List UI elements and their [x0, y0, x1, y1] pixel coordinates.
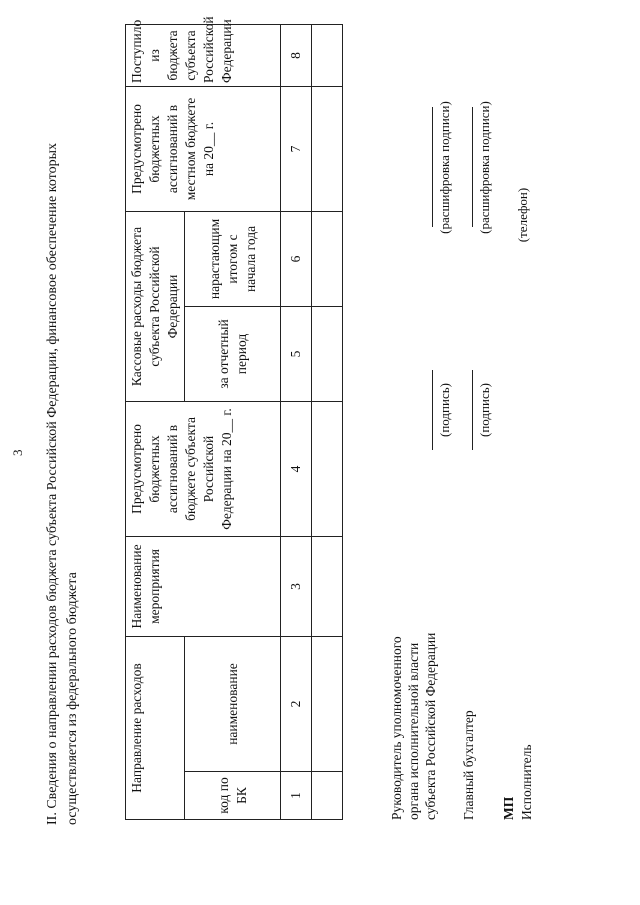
decryption-hint: (расшифровка подписи)	[477, 101, 492, 234]
empty-cell[interactable]	[312, 306, 343, 401]
header-name: наименование	[185, 636, 281, 771]
seal-mark: МП	[501, 796, 516, 820]
col-number: 3	[281, 536, 312, 636]
header-event: Наименование мероприятия	[126, 536, 281, 636]
empty-cell[interactable]	[312, 211, 343, 306]
col-number: 4	[281, 401, 312, 536]
head-label: Руководитель уполномоченного органа исполнительной власти субъекта Российской Федерации	[389, 632, 438, 820]
header-cumulative: нарастающим итогом с начала года	[185, 211, 281, 306]
accountant-signature-line[interactable]	[472, 370, 473, 450]
executor-label: Исполнитель	[519, 744, 534, 820]
header-direction: Направление расходов	[126, 636, 185, 819]
empty-cell[interactable]	[312, 536, 343, 636]
column-number-row	[281, 24, 312, 819]
signature-hint: (подпись)	[477, 383, 492, 437]
head-signature-line[interactable]	[432, 370, 433, 450]
decryption-hint: (расшифровка подписи)	[437, 101, 452, 234]
header-planned-local: Предусмотрено бюджетных ассигнований в местном бюджете на 20__ г.	[126, 86, 281, 211]
empty-cell[interactable]	[312, 24, 343, 86]
col-number: 8	[281, 24, 312, 86]
page-number: 3	[10, 449, 25, 456]
col-number: 2	[281, 636, 312, 771]
section-title: II. Сведения о направлении расходов бюджета субъекта Российской Федерации, финансовое обеспечение которых осуществляется из федерального бюджета	[45, 142, 80, 825]
header-received: Поступило из бюджета субъекта Российской Федерации	[126, 24, 281, 86]
header-planned-subject: Предусмотрено бюджетных ассигнований в бюджете субъекта Российской Федерации на 20__ г.	[126, 401, 281, 536]
col-number: 7	[281, 86, 312, 211]
accountant-label: Главный бухгалтер	[461, 710, 476, 820]
head-decryption-line[interactable]	[432, 107, 433, 227]
empty-cell[interactable]	[312, 401, 343, 536]
col-number: 1	[281, 772, 312, 820]
phone-hint: (телефон)	[515, 187, 530, 243]
signature-hint: (подпись)	[437, 383, 452, 437]
header-cash: Кассовые расходы бюджета субъекта Российской Федерации	[126, 211, 185, 401]
accountant-decryption-line[interactable]	[472, 107, 473, 227]
header-period: за отчетный период	[185, 306, 281, 401]
header-row-1	[126, 24, 185, 819]
header-code: код по БК	[185, 772, 281, 820]
col-number: 5	[281, 306, 312, 401]
expenses-table	[125, 16, 343, 820]
empty-data-row	[312, 24, 343, 819]
empty-cell[interactable]	[312, 86, 343, 211]
empty-cell[interactable]	[312, 772, 343, 820]
col-number: 6	[281, 211, 312, 306]
empty-cell[interactable]	[312, 636, 343, 771]
